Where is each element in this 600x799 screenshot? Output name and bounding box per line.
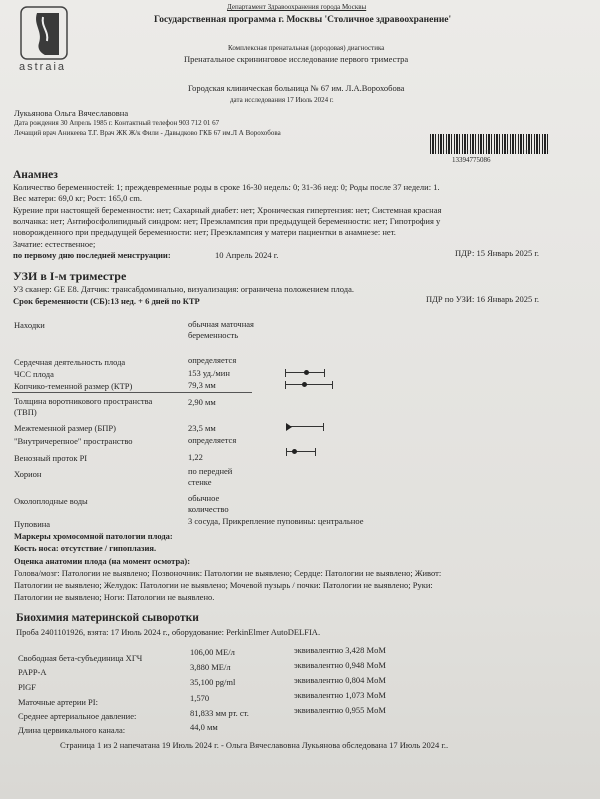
anatomy-line2: Патологии не выявлено; Желудок: Патологии не выявлено; Мочевой пузырь / почки: Патологии не выявлено; Руки: xyxy=(14,580,433,590)
biochem-mom-map: эквивалентно 0,955 MoM xyxy=(294,705,386,715)
hospital-name: Городская клиническая больница № 67 им. Л.А.Ворохобова xyxy=(188,83,405,93)
biochem-value-uapi: 1,570 xyxy=(190,693,210,703)
row-value-it: определяется xyxy=(188,435,237,445)
row-label-bpd: Межтеменной размер (БПР) xyxy=(14,423,116,433)
astraia-logo xyxy=(13,5,78,77)
biochem-label-cervix: Длина цервикального канала: xyxy=(18,725,126,735)
biochem-sample: Проба 2401101926, взята: 17 Июль 2024 г., оборудование: PerkinElmer AutoDELFIA. xyxy=(16,627,321,637)
biochem-value-hcg: 106,00 МЕ/л xyxy=(190,647,235,657)
row-label-findings: Находки xyxy=(14,320,45,330)
row-value-heart: определяется xyxy=(188,355,237,365)
biochem-value-plgf: 35,100 pg/ml xyxy=(190,677,236,687)
gestation-term: Срок беременности (СБ):13 нед. + 6 дней по КТР xyxy=(13,296,200,306)
biochem-title: Биохимия материнской сыворотки xyxy=(16,612,199,624)
barcode xyxy=(430,134,548,154)
biochem-mom-pappa: эквивалентно 0,948 MoM xyxy=(294,660,386,670)
biochem-label-hcg: Свободная бета-субъединица ХГЧ xyxy=(18,653,143,663)
row-label-fhr: ЧСС плода xyxy=(14,369,54,379)
row-value-nt: 2,90 мм xyxy=(188,397,216,407)
patient-name: Лукьянова Ольга Вячеславовна xyxy=(14,108,129,118)
biochem-label-map: Среднее артериальное давление: xyxy=(18,711,137,721)
row-label-dv: Венозный проток PI xyxy=(14,453,88,463)
biochem-label-pappa: PAPP-A xyxy=(18,667,47,677)
patient-dob-phone: Дата рождения 30 Апрель 1985 г. Контактный телефон 903 712 01 67 xyxy=(14,119,220,127)
anatomy-title: Оценка анатомии плода (на момент осмотра): xyxy=(14,556,191,566)
row-label-it: "Внутричерепное" пространство xyxy=(14,436,133,446)
fhr-range-gauge xyxy=(285,369,325,377)
row-label-chorion: Хорион xyxy=(14,469,42,479)
biochem-label-uapi: Маточные артерии PI: xyxy=(18,697,98,707)
barcode-number: 13394775086 xyxy=(452,156,491,164)
logo-text: astraia xyxy=(19,61,67,73)
crl-range-gauge xyxy=(285,381,333,389)
row-label-crl: Копчико-теменной размер (КТР) xyxy=(14,381,133,391)
anamnesis-title: Анамнез xyxy=(13,169,58,181)
anamnesis-line1: Количество беременностей: 1; преждевременные роды в сроке 16-30 недель: 0; 31-36 нед: 0; Роды после 37 недели: 1. xyxy=(13,182,440,192)
biochem-mom-hcg: эквивалентно 3,428 MoM xyxy=(294,645,386,655)
pdr-uzi: ПДР по УЗИ: 16 Январь 2025 г. xyxy=(426,294,540,304)
scanner-info: УЗ сканер: GE E8. Датчик: трансабдоминально, визуализация: ограничена положением плода. xyxy=(13,284,354,294)
anatomy-line1: Голова/мозг: Патологии не выявлено; Позвоночник: Патологии не выявлено; Сердце: Патологии не выявлено; Живот: xyxy=(14,568,442,578)
department: Департамент Здравоохранения города Москвы xyxy=(227,3,367,11)
lmp-date: 10 Апрель 2024 г. xyxy=(215,250,279,260)
row-label-cord: Пуповина xyxy=(14,519,51,529)
anatomy-line3: Патологии не выявлено; Ноги: Патологии не выявлено. xyxy=(14,592,215,602)
biochem-label-plgf: PlGF xyxy=(18,682,36,692)
row-value-fluid: обычное количество xyxy=(188,493,229,514)
lmp-label: по первому дню последней менструации: xyxy=(13,250,171,260)
anamnesis-line3: Курение при настоящей беременности: нет; Сахарный диабет: нет; Хроническая гипертензия: нет; Системная красная xyxy=(13,205,442,215)
row-label-fluid: Околоплодные воды xyxy=(14,496,88,506)
screening-title: Пренатальное скрининговое исследование первого триместра xyxy=(184,54,409,64)
biochem-value-cervix: 44,0 мм xyxy=(190,722,218,732)
exam-date: дата исследования 17 Июль 2024 г. xyxy=(230,96,334,104)
row-value-dv: 1,22 xyxy=(188,452,203,462)
row-value-fhr: 153 уд./мин xyxy=(188,368,230,378)
biochem-mom-uapi: эквивалентно 1,073 MoM xyxy=(294,690,386,700)
complex-diagnostics: Комплексная пренатальная (дородовая) диагностика xyxy=(228,44,385,52)
row-value-bpd: 23,5 мм xyxy=(188,423,216,433)
row-label-heart: Сердечная деятельность плода xyxy=(14,357,126,367)
row-value-findings: обычная маточная беременность xyxy=(188,319,254,340)
divider xyxy=(12,392,252,393)
ultrasound-title: УЗИ в I-м триместре xyxy=(13,269,127,283)
pdr-date: ПДР: 15 Январь 2025 г. xyxy=(455,248,540,258)
biochem-value-map: 81,833 мм рт. ст. xyxy=(190,708,249,718)
row-value-chorion: по передней стенке xyxy=(188,466,233,487)
bpd-range-gauge xyxy=(286,423,324,431)
biochem-mom-plgf: эквивалентно 0,804 MoM xyxy=(294,675,386,685)
treating-doctor: Лечащий врач Аникеева Т.Г. Врач ЖК Ж/к Фили - Давыдково ГКБ 67 им.Л А Ворохобова xyxy=(14,129,281,137)
row-label-nt: Толщина воротникового пространства (ТВП) xyxy=(14,396,153,417)
anamnesis-line5: новорожденного при предыдущей беременности: нет; Преэклампсия у матери пациентки в анамнезе: нет. xyxy=(13,227,396,237)
anamnesis-line6: Зачатие: естественное; xyxy=(13,239,96,249)
anamnesis-line4: волчанка: нет; Антифосфолипидный синдром: нет; Преэклампсия при предыдущей беременности: нет; Гипотрофия у xyxy=(13,216,441,226)
biochem-value-pappa: 3,880 МЕ/л xyxy=(190,662,231,672)
nasal-bone: Кость носа: отсутствие / гипоплазия. xyxy=(14,543,157,553)
dv-range-gauge xyxy=(286,448,316,456)
anamnesis-line2: Вес матери: 69,0 кг; Рост: 165,0 cm. xyxy=(13,193,143,203)
markers-title: Маркеры хромосомной патологии плода: xyxy=(14,531,173,541)
row-value-cord: 3 сосуда, Прикрепление пуповины: центральное xyxy=(188,516,364,526)
row-value-crl: 79,3 мм xyxy=(188,380,216,390)
program-title: Государственная программа г. Москвы 'Столичное здравоохранение' xyxy=(154,15,452,25)
page-footer: Страница 1 из 2 напечатана 19 Июль 2024 г. - Ольга Вячеславовна Лукьянова обследована 17 Июль 2024 г.. xyxy=(60,740,449,750)
